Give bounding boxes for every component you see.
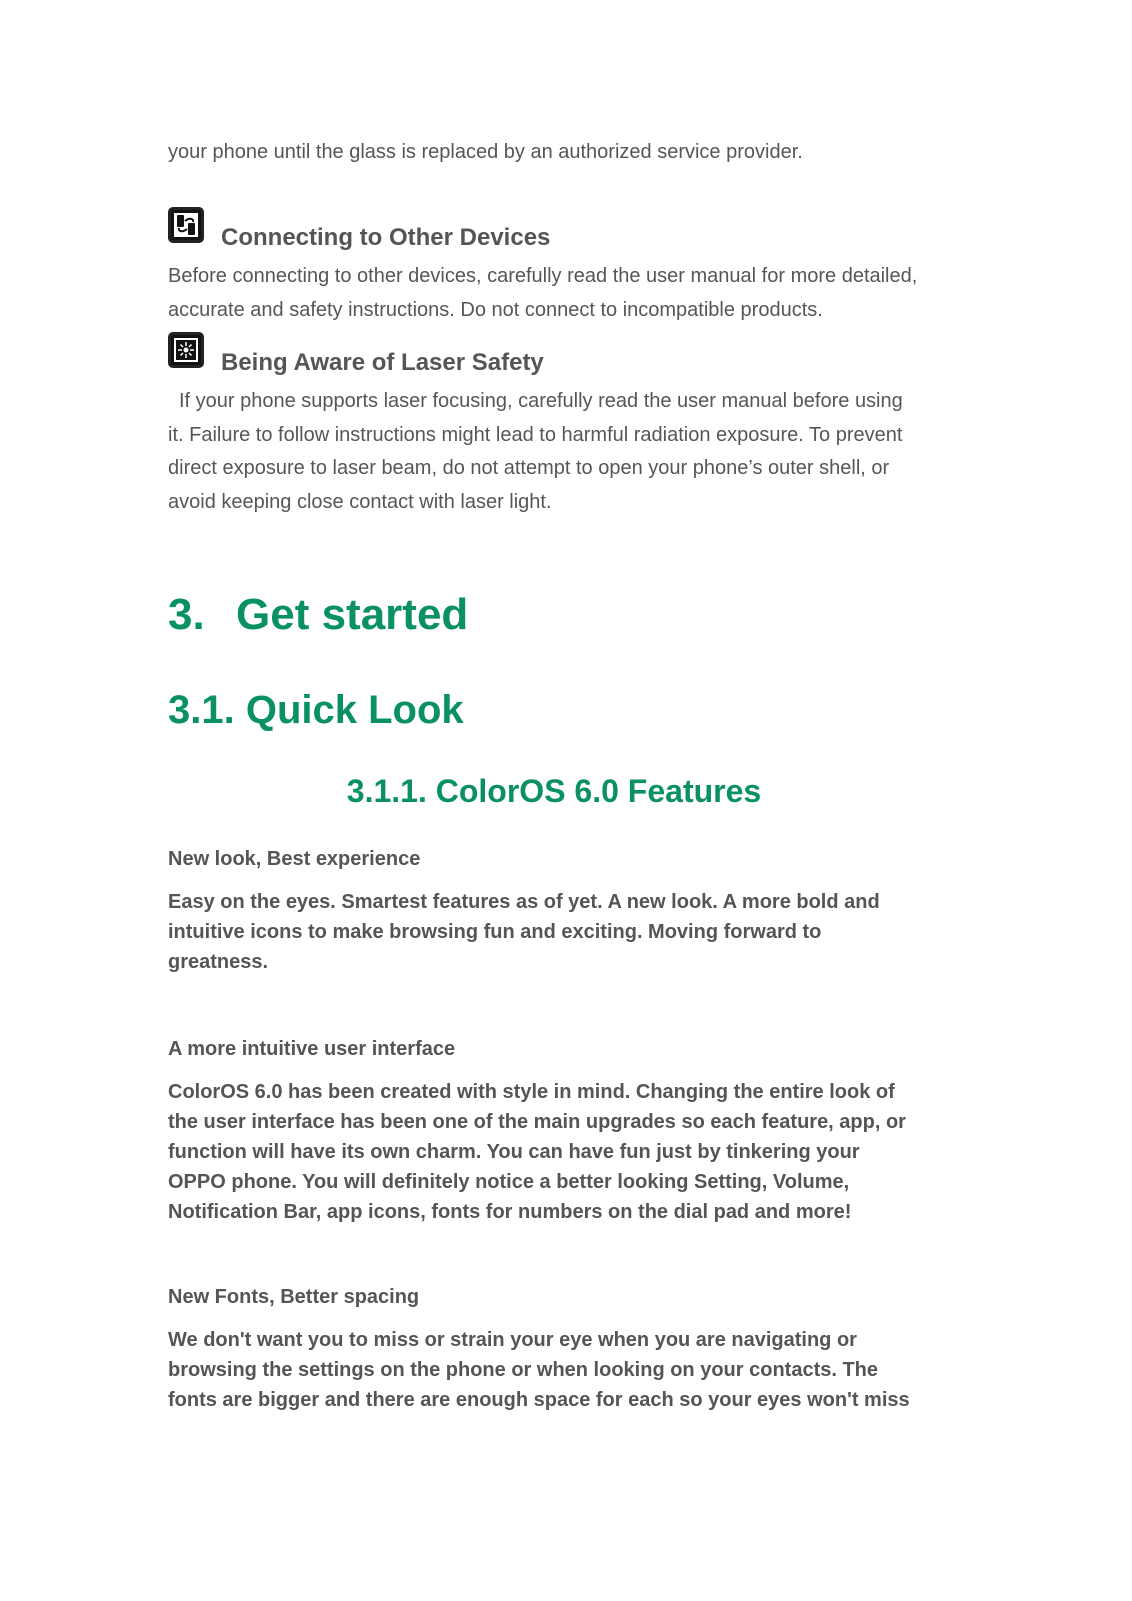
feature-paragraph xyxy=(168,887,880,977)
chapter-title: Get started xyxy=(236,590,469,639)
feature-paragraph xyxy=(168,1077,906,1227)
feature-heading: A more intuitive user interface xyxy=(168,1038,456,1060)
laser-text-line-3: direct exposure to laser beam, do not attempt to open your phone’s outer shell, or xyxy=(168,457,890,479)
feature-line: greatness. xyxy=(168,951,269,973)
connected-devices-icon xyxy=(168,207,204,243)
feature-heading: New look, Best experience xyxy=(168,848,421,870)
section-heading: 3.1. Quick Look xyxy=(168,688,464,732)
feature-line: the user interface has been one of the main upgrades so each feature, app, or xyxy=(168,1111,906,1133)
feature-line: ColorOS 6.0 has been created with style in mind. Changing the entire look of xyxy=(168,1081,895,1103)
feature-heading: New Fonts, Better spacing xyxy=(168,1286,420,1308)
section-title-laser: Being Aware of Laser Safety xyxy=(221,349,544,376)
intro-line: your phone until the glass is replaced by an authorized service provider. xyxy=(168,141,803,163)
chapter-heading xyxy=(168,589,468,641)
feature-line: browsing the settings on the phone or when looking on your contacts. The xyxy=(168,1359,879,1381)
feature-line: fonts are bigger and there are enough space for each so your eyes won't miss xyxy=(168,1389,910,1411)
chapter-number: 3. xyxy=(168,590,205,639)
connecting-text-line-1: Before connecting to other devices, carefully read the user manual for more detailed, xyxy=(168,265,918,287)
feature-paragraph xyxy=(168,1325,910,1415)
feature-line: Notification Bar, app icons, fonts for numbers on the dial pad and more! xyxy=(168,1201,852,1223)
laser-text-line-4: avoid keeping close contact with laser light. xyxy=(168,491,552,513)
feature-line: We don't want you to miss or strain your eye when you are navigating or xyxy=(168,1329,857,1351)
section-title-connecting: Connecting to Other Devices xyxy=(221,224,551,251)
laser-text-line-2: it. Failure to follow instructions might lead to harmful radiation exposure. To prevent xyxy=(168,424,903,446)
subsection-heading: 3.1.1. ColorOS 6.0 Features xyxy=(346,773,762,809)
connecting-text-line-2: accurate and safety instructions. Do not connect to incompatible products. xyxy=(168,299,823,321)
laser-text-line-1: If your phone supports laser focusing, carefully read the user manual before using xyxy=(179,390,903,412)
feature-line: intuitive icons to make browsing fun and exciting. Moving forward to xyxy=(168,921,822,943)
feature-line: OPPO phone. You will definitely notice a better looking Setting, Volume, xyxy=(168,1171,850,1193)
laser-safety-icon xyxy=(168,332,204,368)
feature-line: Easy on the eyes. Smartest features as of yet. A new look. A more bold and xyxy=(168,891,880,913)
feature-line: function will have its own charm. You can have fun just by tinkering your xyxy=(168,1141,860,1163)
